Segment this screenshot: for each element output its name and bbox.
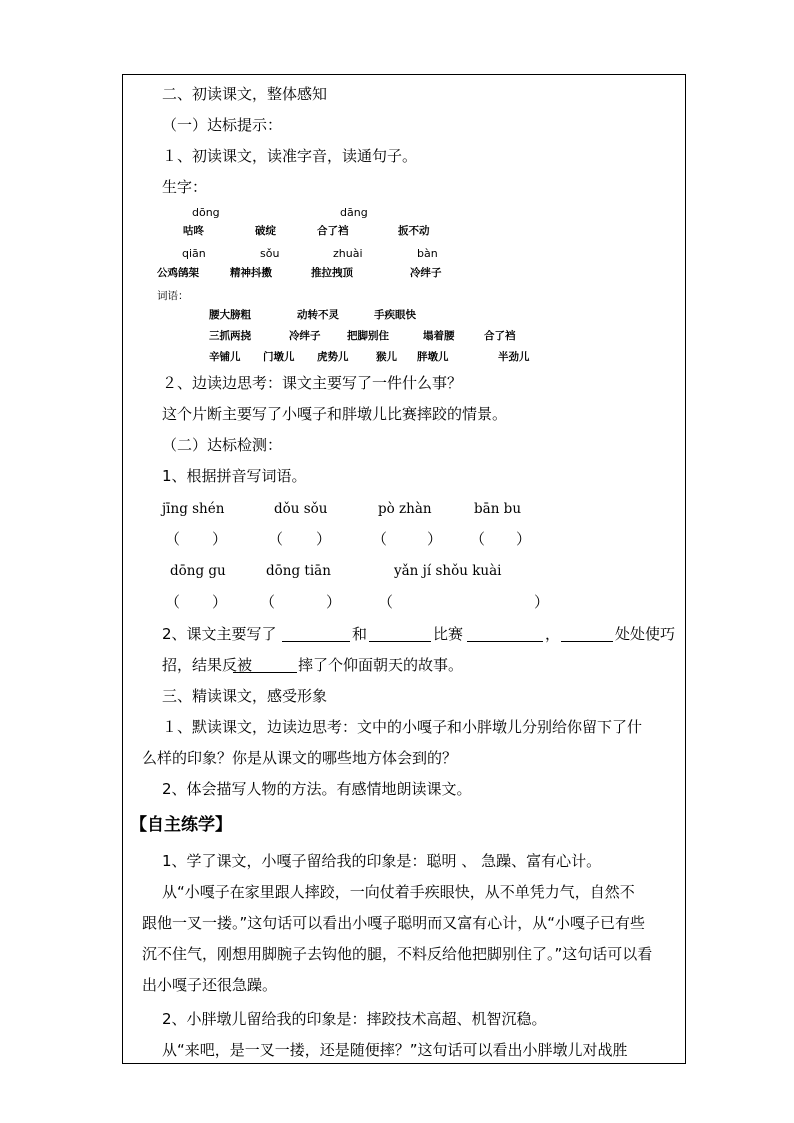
answer-blank[interactable] (369, 640, 431, 642)
handwritten-word: 虎势儿 (317, 351, 349, 363)
paren-open: （ (268, 530, 284, 548)
answer-blank[interactable] (467, 640, 543, 642)
paren-close: ） (212, 593, 228, 611)
pinyin-prompt: pò zhàn (378, 501, 432, 517)
handwritten-word: 手疾眼快 (374, 309, 416, 321)
answer-blank[interactable] (282, 640, 350, 642)
pinyin: sǒu (260, 247, 280, 260)
paren-open: （ (372, 530, 388, 548)
section2-title: 二、初读课文，整体感知 (162, 85, 328, 103)
pinyin: qiān (182, 247, 206, 260)
handwritten-word: 公鸡鹐架 (157, 267, 199, 279)
q2-part: 招，结果反被 (162, 656, 253, 674)
pinyin-prompt: dǒu sǒu (274, 501, 328, 517)
pinyin: dōng (192, 206, 220, 219)
paren-open: （ (165, 593, 181, 611)
q2-part: 和 (352, 625, 368, 643)
pinyin: bàn (417, 247, 438, 260)
answer-blank[interactable] (561, 640, 613, 642)
ciyu-label: 词语： (157, 290, 189, 302)
paren-open: （ (378, 593, 394, 611)
shengzi-label: 生字： (162, 178, 208, 196)
paren-open: （ (165, 530, 181, 548)
section3-title: 三、精读课文，感受形象 (162, 687, 328, 705)
tip2: ２、边读边思考：课文主要写了一件什么事？ (162, 374, 463, 392)
handwritten-word: 咕咚 (183, 225, 204, 237)
handwritten-word: 把脚别住 (347, 330, 389, 342)
ans2: 2、小胖墩儿留给我的印象是：摔跤技术高超、机智沉稳。 (162, 1010, 547, 1028)
paren-close: ） (516, 530, 532, 548)
paren-open: （ (470, 530, 486, 548)
part1-title: （一）达标提示： (162, 116, 283, 134)
ans1-detail-line: 出小嘎子还很急躁。 (142, 976, 278, 994)
handwritten-word: 冷绊子 (289, 330, 321, 342)
s3-q1-line2: 么样的印象？你是从课文的哪些地方体会到的？ (142, 749, 458, 767)
pinyin-prompt: dōng gu (170, 563, 226, 579)
answer-blank[interactable] (233, 671, 297, 673)
handwritten-word: 辛铺儿 (209, 351, 241, 363)
handwritten-word: 破绽 (255, 225, 276, 237)
pinyin-prompt: dōng tiān (266, 563, 331, 579)
handwritten-word: 腰大膀粗 (209, 309, 251, 321)
pinyin-prompt: bān bu (474, 501, 522, 517)
part2-title: （二）达标检测： (162, 436, 283, 454)
ans2-detail: 从“来吧，是一叉一搂，还是随便摔？”这句话可以看出小胖墩儿对战胜 (162, 1041, 628, 1059)
handwritten-word: 精神抖擞 (230, 267, 272, 279)
handwritten-word: 合了裆 (317, 225, 349, 237)
handwritten-word: 扳不动 (398, 225, 430, 237)
q2-part: 2、课文主要写了 (162, 625, 277, 643)
pinyin-prompt: yǎn jí shǒu kuài (394, 563, 502, 579)
tip1: １、初读课文，读准字音，读通句子。 (162, 147, 418, 165)
zizhu-title: 【自主练学】 (130, 815, 232, 835)
paren-close: ） (326, 593, 342, 611)
paren-close: ） (212, 530, 228, 548)
handwritten-word: 胖墩儿 (417, 351, 449, 363)
paren-close: ） (316, 530, 332, 548)
handwritten-word: 猴儿 (376, 351, 397, 363)
q1: 1、根据拼音写词语。 (162, 467, 307, 485)
tip2-answer: 这个片断主要写了小嘎子和胖墩儿比赛摔跤的情景。 (162, 405, 508, 423)
ans1-detail-line: 跟他一叉一搂。”这句话可以看出小嘎子聪明而又富有心计，从“小嘎子已有些 (142, 914, 646, 932)
ans1: 1、学了课文，小嘎子留给我的印象是：聪明 、 急躁、富有心计。 (162, 852, 602, 870)
pinyin-prompt: jīng shén (162, 501, 225, 517)
s3-q1-line1: １、默读课文，边读边思考：文中的小嘎子和小胖墩儿分别给你留下了什 (162, 718, 643, 736)
q2-part: ， (545, 625, 561, 643)
handwritten-word: 半劲儿 (498, 351, 530, 363)
handwritten-word: 门墩儿 (263, 351, 295, 363)
handwritten-word: 动转不灵 (297, 309, 339, 321)
paren-close: ） (534, 593, 550, 611)
ans1-detail-line: 从“小嘎子在家里跟人摔跤，一向仗着手疾眼快，从不单凭力气，自然不 (162, 883, 635, 901)
handwritten-word: 冷绊子 (410, 267, 442, 279)
handwritten-word: 推拉拽顶 (311, 267, 353, 279)
paren-open: （ (260, 593, 276, 611)
q2-part: 处处使巧 (615, 625, 676, 643)
paren-close: ） (427, 530, 443, 548)
handwritten-word: 合了裆 (484, 330, 516, 342)
handwritten-word: 塌着腰 (423, 330, 455, 342)
ans1-detail-line: 沉不住气，刚想用脚腕子去钩他的腿，不料反给他把脚别住了。”这句话可以看 (142, 945, 653, 963)
handwritten-word: 三抓两挠 (209, 330, 251, 342)
q2-part: 比赛 (433, 625, 464, 643)
pinyin: zhuài (333, 247, 363, 260)
pinyin: dāng (340, 206, 368, 219)
q2-part: 摔了个仰面朝天的故事。 (298, 656, 464, 674)
s3-q2: 2、体会描写人物的方法。有感情地朗读课文。 (162, 780, 472, 798)
